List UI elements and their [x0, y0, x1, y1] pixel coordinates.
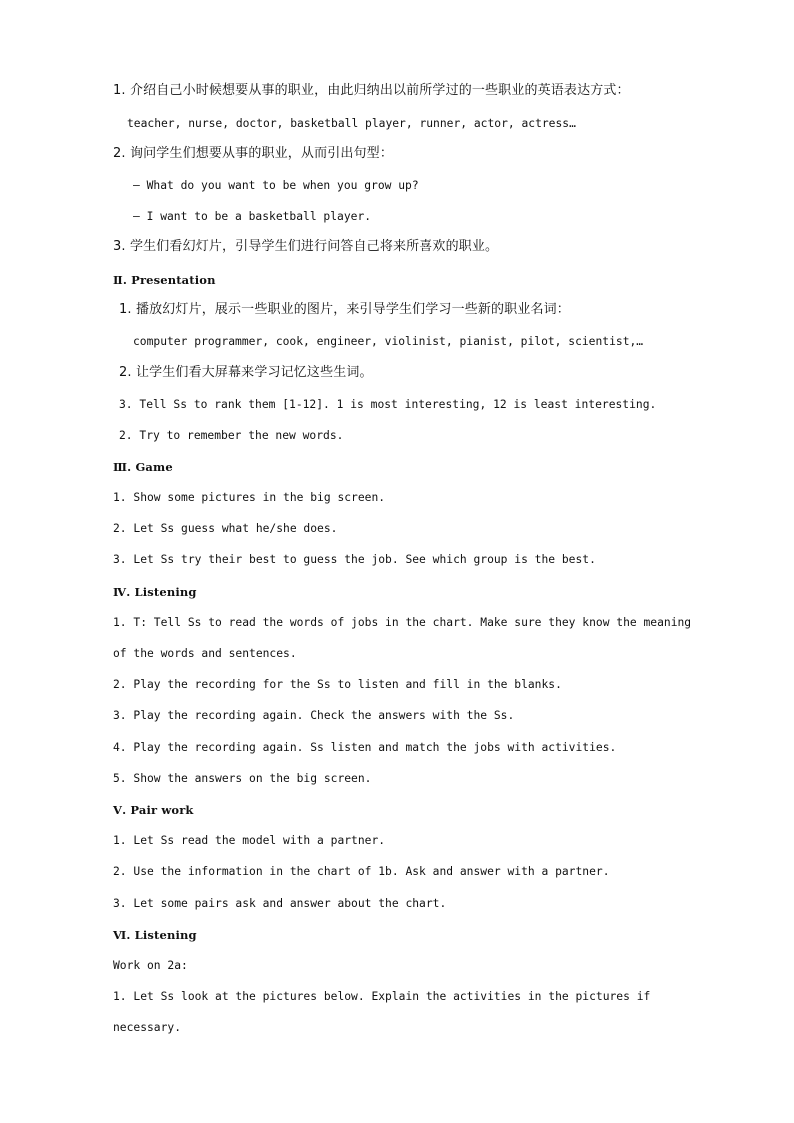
section-heading-listening-2: Ⅵ. Listening [113, 928, 197, 942]
listening2-work-label: Work on 2a: [113, 959, 188, 972]
presentation-words: computer programmer, cook, engineer, violinist, pianist, pilot, scientist,… [133, 335, 644, 348]
warmup-item-3: 3. 学生们看幻灯片，引导学生们进行问答自己将来所喜欢的职业。 [113, 239, 499, 254]
presentation-item-3: 3. Tell Ss to rank them [1-12]. 1 is most interesting, 12 is least interesting. [119, 398, 657, 411]
listening-item-2: 2. Play the recording for the Ss to listen and fill in the blanks. [113, 678, 562, 691]
listening2-item-1-line-1: 1. Let Ss look at the pictures below. Explain the activities in the pictures if [113, 990, 651, 1003]
warmup-question: — What do you want to be when you grow up? [133, 179, 419, 192]
warmup-jobs-list: teacher, nurse, doctor, basketball player, runner, actor, actress… [127, 117, 576, 130]
warmup-item-2: 2. 询问学生们想要从事的职业，从而引出句型： [113, 146, 393, 161]
pairwork-item-1: 1. Let Ss read the model with a partner. [113, 834, 386, 847]
listening-item-5: 5. Show the answers on the big screen. [113, 772, 372, 785]
section-heading-presentation: Ⅱ. Presentation [113, 273, 216, 287]
presentation-item-2: 2. 让学生们看大屏幕来学习记忆这些生词。 [119, 365, 373, 380]
listening-item-1-line-2: of the words and sentences. [113, 647, 297, 660]
game-item-1: 1. Show some pictures in the big screen. [113, 491, 386, 504]
section-heading-listening: Ⅳ. Listening [113, 585, 197, 599]
listening2-item-1-line-2: necessary. [113, 1021, 182, 1034]
pairwork-item-3: 3. Let some pairs ask and answer about the chart. [113, 897, 447, 910]
game-item-3: 3. Let Ss try their best to guess the job. See which group is the best. [113, 553, 596, 566]
presentation-item-4: 2. Try to remember the new words. [119, 429, 344, 442]
listening-item-3: 3. Play the recording again. Check the answers with the Ss. [113, 709, 515, 722]
section-heading-pair-work: Ⅴ. Pair work [113, 803, 194, 817]
warmup-item-1: 1. 介绍自己小时候想要从事的职业，由此归纳出以前所学过的一些职业的英语表达方式： [113, 83, 630, 98]
warmup-answer: — I want to be a basketball player. [133, 210, 372, 223]
pairwork-item-2: 2. Use the information in the chart of 1b. Ask and answer with a partner. [113, 865, 610, 878]
listening-item-4: 4. Play the recording again. Ss listen and match the jobs with activities. [113, 741, 617, 754]
presentation-item-1: 1. 播放幻灯片，展示一些职业的图片，来引导学生们学习一些新的职业名词： [119, 302, 570, 317]
game-item-2: 2. Let Ss guess what he/she does. [113, 522, 338, 535]
section-heading-game: Ⅲ. Game [113, 460, 173, 474]
listening-item-1-line-1: 1. T: Tell Ss to read the words of jobs in the chart. Make sure they know the meaning [113, 616, 692, 629]
